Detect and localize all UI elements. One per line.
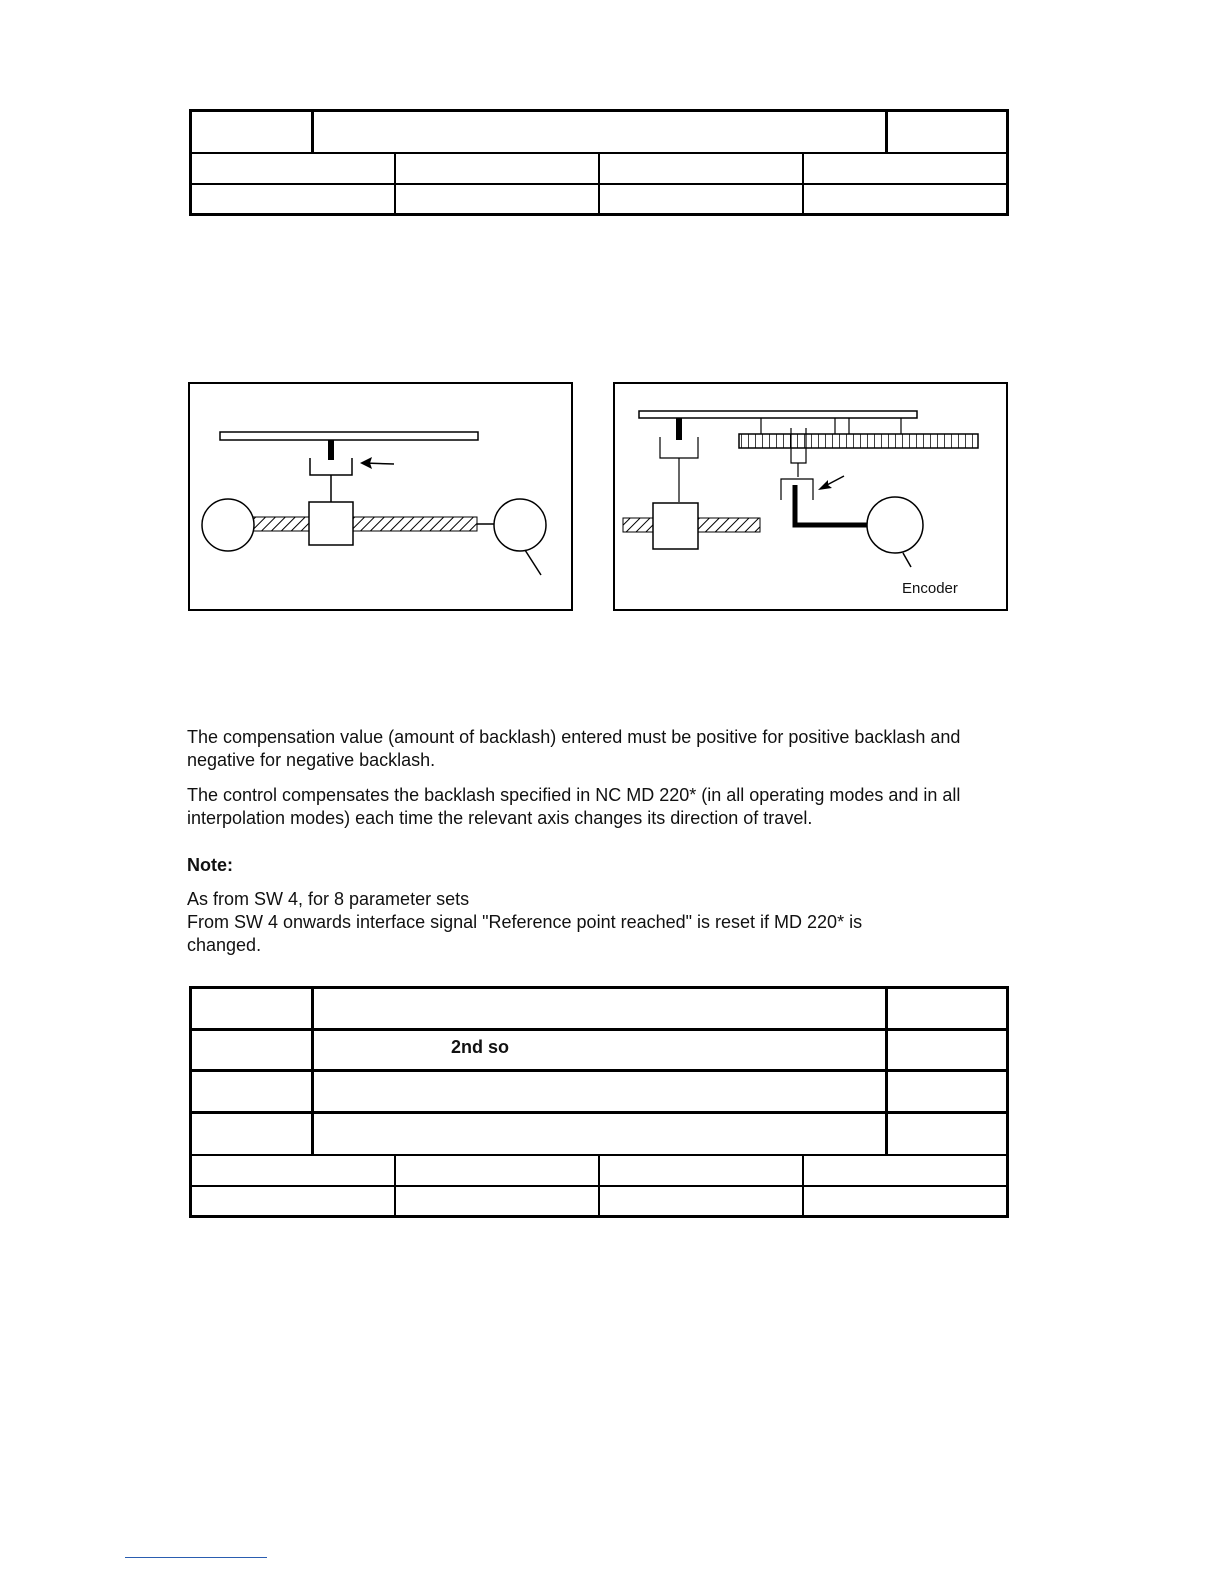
note-line-2: From SW 4 onwards interface signal "Reference point reached" is reset if MD 220* is changed.	[187, 912, 863, 955]
arrow-head-right	[818, 480, 832, 490]
encoder-label: Encoder	[902, 580, 958, 597]
leadscrew-right	[353, 517, 477, 531]
encoder-circle-right	[867, 497, 923, 553]
slide-stub	[328, 440, 334, 460]
nut-block	[309, 502, 353, 545]
figure-right-backlash-diagram	[613, 382, 1008, 611]
table-row2-text: 2nd so	[451, 1037, 510, 1057]
table-slide-right	[639, 411, 917, 418]
encoder-leader-left	[525, 550, 541, 575]
note-heading: Note:	[187, 855, 233, 875]
note-line-1: As from SW 4, for 8 parameter sets	[187, 889, 470, 909]
table-slide	[220, 432, 478, 440]
figure-left-backlash-diagram	[188, 382, 573, 611]
gear-rack	[739, 434, 978, 448]
slide-stub-right	[676, 418, 682, 440]
motor-circle	[202, 499, 254, 551]
nut-block-right	[653, 503, 698, 549]
encoder-shaft	[795, 485, 867, 525]
footer-rule	[125, 1557, 267, 1558]
leadscrew-left	[253, 517, 309, 531]
encoder-leader-right	[903, 553, 911, 567]
paragraph-control-compensates: The control compensates the backlash specified in NC MD 220* (in all operating modes and in all interpolation modes) each time the relevant axis changes its direction of travel.	[187, 785, 961, 828]
paragraph-compensation-value: The compensation value (amount of backlash) entered must be positive for positive backlash and negative for negative backlash.	[187, 727, 961, 770]
play-bracket	[310, 458, 352, 475]
encoder-circle-left	[494, 499, 546, 551]
